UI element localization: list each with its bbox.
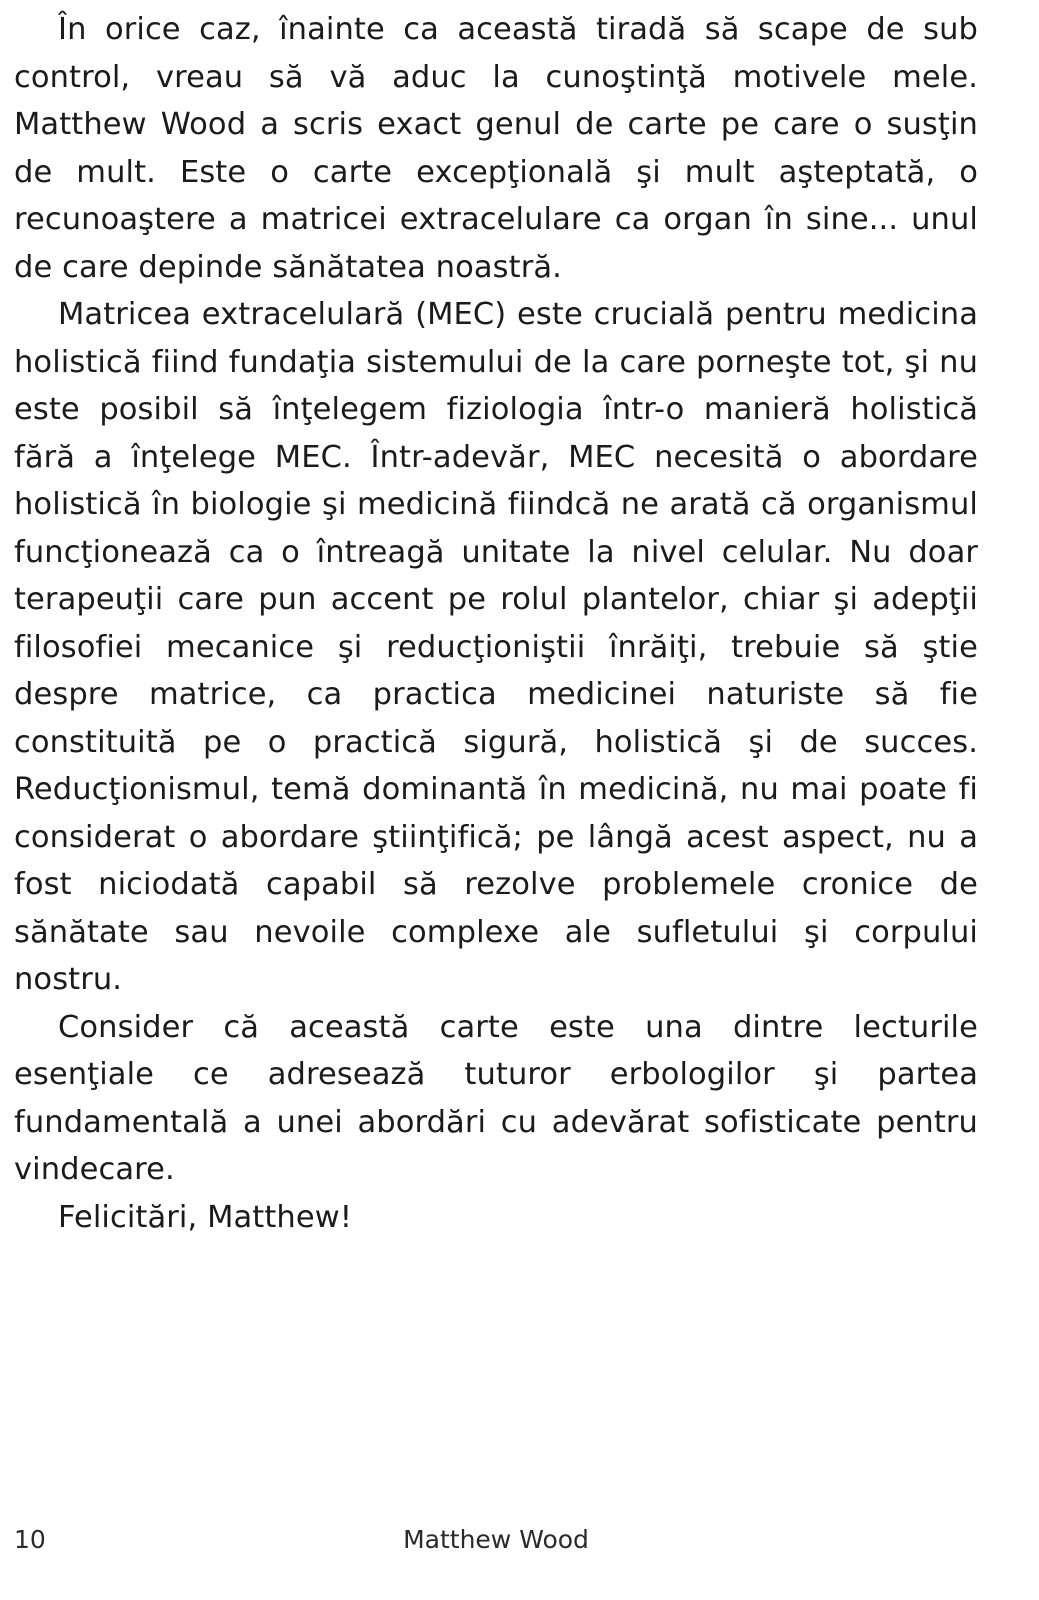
paragraph: Felicitări, Matthew! [58, 1199, 353, 1235]
page-footer [14, 1524, 978, 1564]
page-text-column [14, 6, 978, 1241]
paragraph: Consider că această carte este una dintre lecturile esenţiale ce adresează tuturor erbologilor şi partea fundamentală a unei abordări cu adevărat sofisticate pentru vindecare. [14, 1009, 978, 1187]
paragraph: În orice caz, înainte ca această tiradă să scape de sub control, vreau să vă aduc la cunoştinţă motivele mele. Matthew Wood a scris exact genul de carte pe care o susţin de mult. Este o carte excepţională şi mult aşteptată, o recunoaştere a matricei extracelulare ca organ în sine... unul de care depinde sănătatea noastră. [14, 12, 978, 285]
running-head: Matthew Wood [403, 1525, 589, 1554]
page-number: 10 [14, 1525, 46, 1554]
paragraph: Matricea extracelulară (MEC) este crucială pentru medicina holistică fiind fundaţia sistemului de la care porneşte tot, şi nu este posibil să înţelegem fiziologia într-o manieră holistică fără a înţelege MEC. Într-adevăr, MEC necesită o abordare holistică în biologie şi medicină fiindcă ne arată că organismul funcţionează ca o întreagă unitate la nivel celular. Nu doar terapeuţii care pun accent pe rolul plantelor, chiar şi adepţii filosofiei mecanice şi reducţioniştii înrăiţi, trebuie să ştie despre matrice, ca practica medicinei naturiste să fie constituită pe o practică sigură, holistică şi de succes. Reducţionismul, temă dominantă în medicină, nu mai poate fi considerat o abordare ştiinţifică; pe lângă acest aspect, nu a fost niciodată capabil să rezolve problemele cronice de sănătate sau nevoile complexe ale sufletului şi corpului nostru. [14, 297, 978, 997]
